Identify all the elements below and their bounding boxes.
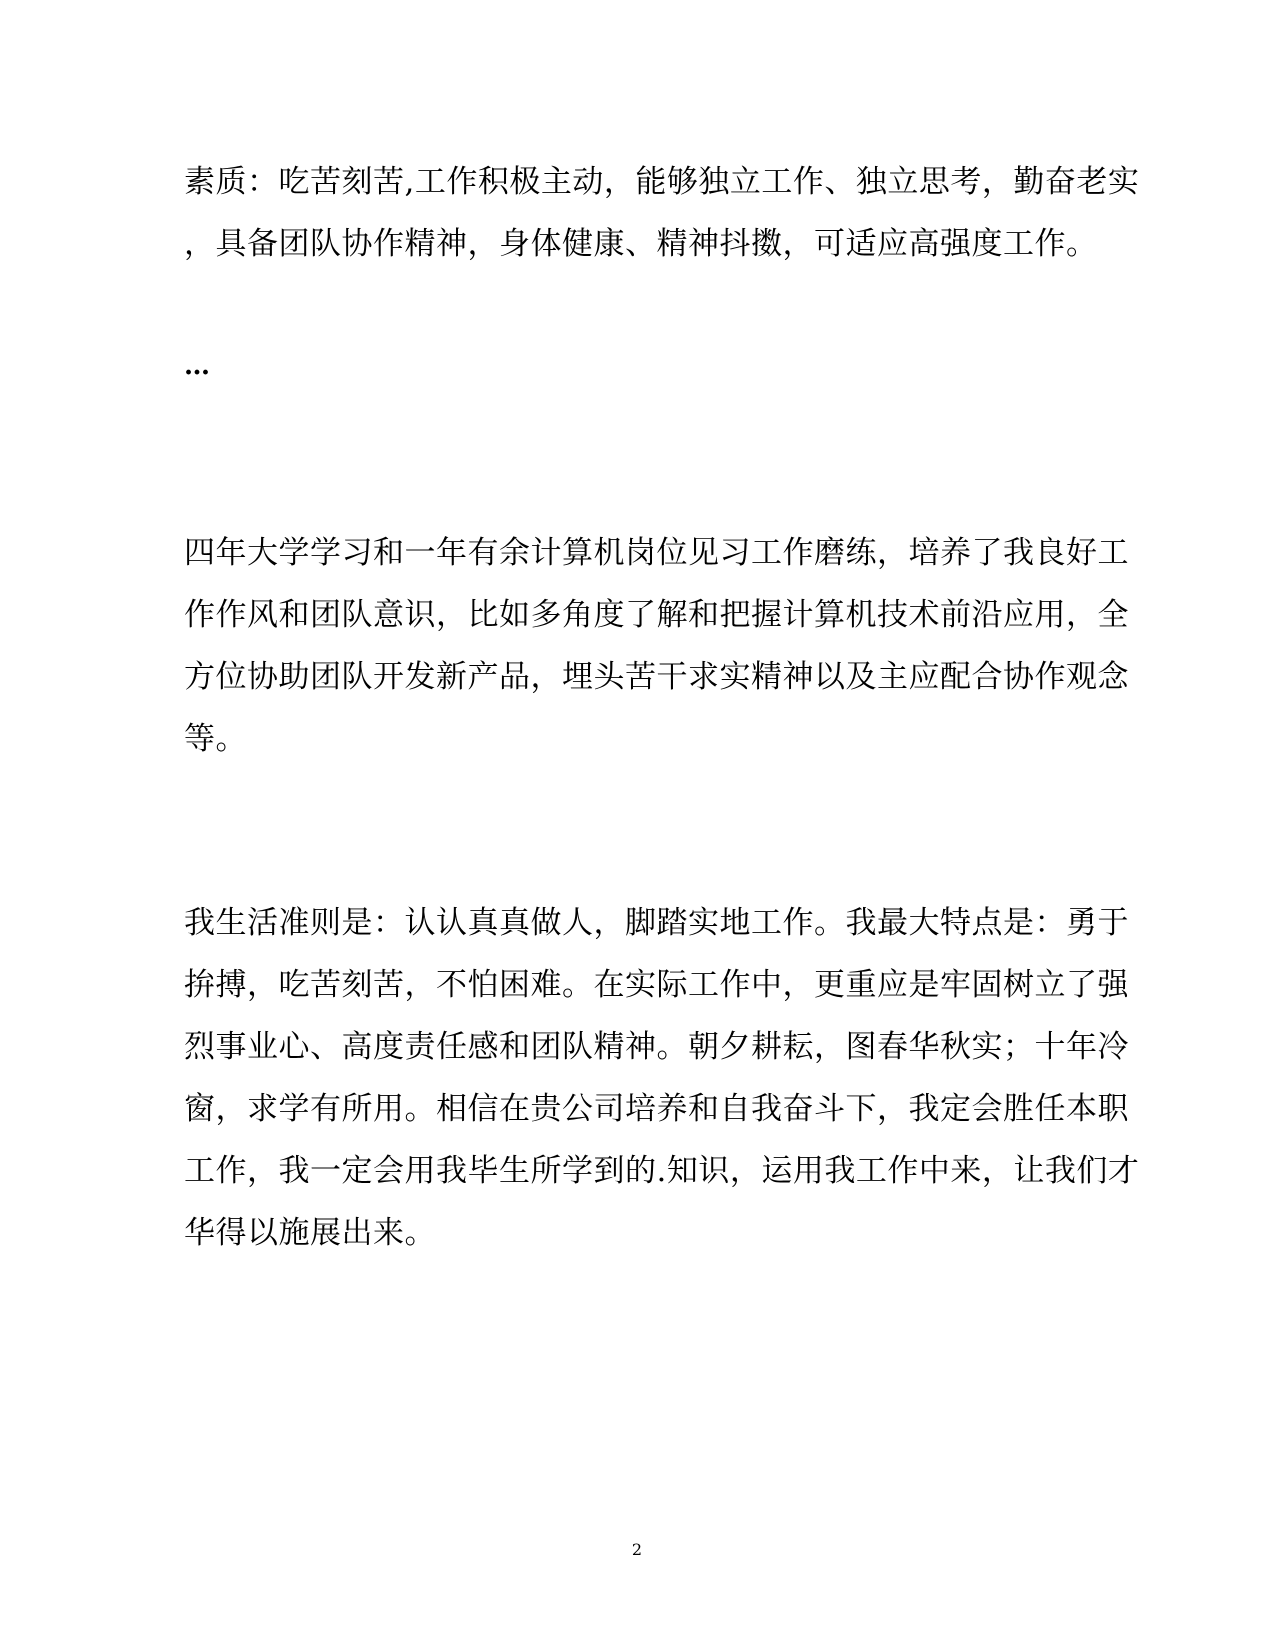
paragraph-line: 拚搏，吃苦刻苦，不怕困难。在实际工作中，更重应是牢固树立了强 (184, 967, 1129, 1003)
page-number: 2 (631, 1540, 643, 1559)
paragraph-line: 华得以施展出来。 (184, 1215, 436, 1251)
paragraph-line: ，具备团队协作精神，身体健康、精神抖擞，可适应高强度工作。 (184, 226, 1098, 262)
paragraph-line: 我生活准则是：认认真真做人，脚踏实地工作。我最大特点是：勇于 (184, 905, 1129, 941)
paragraph-line: 烈事业心、高度责任感和团队精神。朝夕耕耘，图春华秋实；十年冷 (184, 1029, 1129, 1065)
paragraph-line: 窗，求学有所用。相信在贵公司培养和自我奋斗下，我定会胜任本职 (184, 1091, 1129, 1127)
paragraph-line: 作作风和团队意识，比如多角度了解和把握计算机技术前沿应用，全 (184, 597, 1129, 633)
paragraph-line: 方位协助团队开发新产品，埋头苦干求实精神以及主应配合协作观念 (184, 659, 1129, 695)
paragraph-line: 工作，我一定会用我毕生所学到的.知识，运用我工作中来，让我们才 (184, 1153, 1140, 1189)
paragraph-line: 等。 (184, 721, 247, 757)
ellipsis-mark: … (184, 351, 211, 381)
paragraph-line: 四年大学学习和一年有余计算机岗位见习工作磨练，培养了我良好工 (184, 535, 1129, 571)
paragraph-line: 素质：吃苦刻苦,工作积极主动，能够独立工作、独立思考，勤奋老实 (184, 164, 1140, 200)
